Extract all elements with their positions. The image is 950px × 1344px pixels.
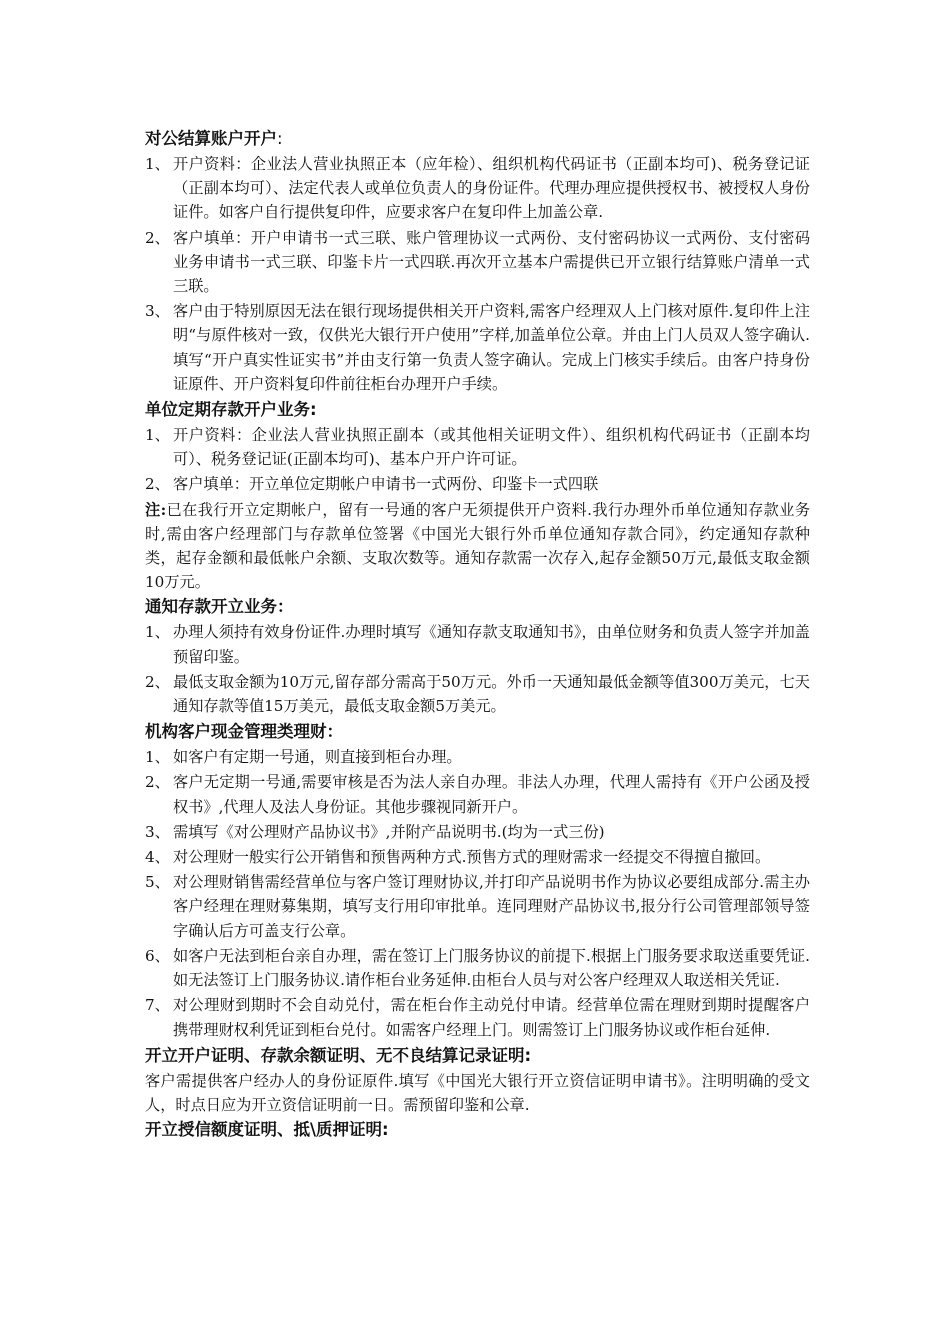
list-item-number: 3、 [145, 822, 170, 841]
note-text: 已在我行开立定期帐户，留有一号通的客户无须提供开户资料.我行办理外币单位通知存款业务时,需由客户经理部门与存款单位签署《中国光大银行外币单位通知存款合同》，约定通知存款种类，起存金额和最低帐户余额、支取次数等。通知存款需一次存入,起存金额50万元,最低支取金额10万元。 [145, 500, 811, 592]
list-item-number: 3、 [145, 302, 170, 321]
list-item-text: 客户由于特别原因无法在银行现场提供相关开户资料,需客户经理双人上门核对原件.复印件上注明“与原件核对一致，仅供光大银行开户使用”字样,加盖单位公章。并由上门人员双人签字确认.填写“开户真实性证实书”并由支行第一负责人签字确认。完成上门核实手续后。由客户持身份证原件、开户资料复印件前往柜台办理开户手续。 [173, 302, 810, 393]
list-item-text: 客户填单：开立单位定期帐户申请书一式两份、印鉴卡一式四联 [173, 475, 599, 494]
list-item-number: 6、 [145, 946, 170, 965]
section-heading-text: 对公结算账户开户 [145, 129, 277, 148]
list-item-text: 客户无定期一号通,需要审核是否为法人亲自办理。非法人办理，代理人需持有《开户公函及授权书》,代理人及法人身份证。其他步骤视同新开户。 [173, 773, 810, 816]
note-label: 注: [145, 500, 167, 519]
list-item-text: 开户资料：企业法人营业执照正本（应年检）、组织机构代码证书（正副本均可)、税务登记证（正副本均可）、法定代表人或单位负责人的身份证件。代理办理应提供授权书、被授权人身份证件。如客户自行提供复印件，应要求客户在复印件上加盖公章. [173, 155, 810, 222]
numbered-list [145, 423, 810, 497]
section-heading: 开立授信额度证明、抵\质押证明: [145, 1120, 389, 1140]
list-item-number: 1、 [145, 748, 170, 767]
section-credit-line-certificates [145, 1117, 810, 1143]
section-cash-management-wealth [145, 719, 810, 1041]
list-item-text: 如客户无法到柜台亲自办理，需在签订上门服务协议的前提下.根据上门服务要求取送重要凭证.如无法签订上门服务协议.请作柜台业务延伸.由柜台人员与对公客户经理双人取送相关凭证. [173, 946, 810, 990]
numbered-list [145, 152, 810, 396]
list-item [145, 770, 810, 818]
list-item-number: 2、 [145, 672, 170, 691]
list-item-number: 2、 [145, 475, 170, 494]
list-item [145, 620, 810, 668]
list-item-number: 4、 [145, 848, 170, 867]
list-item-text: 开户资料：企业法人营业执照正副本（或其他相关证明文件）、组织机构代码证书（正副本均可）、税务登记证(正副本均可)、基本户开户许可证。 [173, 426, 810, 469]
list-item-number: 7、 [145, 996, 170, 1015]
list-item-number: 5、 [145, 873, 170, 892]
section-heading-colon: : [277, 129, 283, 148]
list-item-number: 1、 [145, 155, 170, 173]
section-heading: 机构客户现金管理类理财： [145, 722, 343, 742]
list-item [145, 299, 810, 396]
list-item-text: 客户填单：开户申请书一式三联、账户管理协议一式两份、支付密码协议一式两份、支付密码业务申请书一式三联、印鉴卡片一式四联.再次开立基本户需提供已开立银行结算账户清单一式三联。 [173, 228, 810, 296]
section-account-certificates [145, 1043, 810, 1117]
list-item-text: 对公理财一般实行公开销售和预售两种方式.预售方式的理财需求一经提交不得擅自撤回。 [173, 848, 771, 867]
list-item-text: 如客户有定期一号通，则直接到柜台办理。 [173, 748, 462, 767]
list-item [145, 870, 810, 943]
list-item [145, 423, 810, 471]
list-item-number: 1、 [145, 623, 170, 642]
list-item [145, 820, 810, 844]
list-item-number: 2、 [145, 228, 170, 247]
list-item [145, 226, 810, 299]
numbered-list [145, 745, 810, 1041]
list-item [145, 944, 810, 992]
list-item-number: 1、 [145, 426, 170, 445]
list-item-text: 对公理财到期时不会自动兑付，需在柜台作主动兑付申请。经营单位需在理财到期时提醒客户携带理财权利凭证到柜台兑付。如需客户经理上门。则需签订上门服务协议或作柜台延伸. [173, 996, 810, 1039]
list-item [145, 745, 810, 769]
section-notice-deposit [145, 594, 810, 718]
section-heading: 单位定期存款开户业务: [145, 400, 317, 420]
note-paragraph [145, 498, 810, 595]
section-heading: 开立开户证明、存款余额证明、无不良结算记录证明: [145, 1045, 532, 1065]
numbered-list [145, 620, 810, 718]
list-item [145, 670, 810, 718]
list-item-text: 需填写《对公理财产品协议书》,并附产品说明书.(均为一式三份) [173, 822, 605, 841]
list-item-text: 最低支取金额为10万元,留存部分需高于50万元。外币一天通知最低金额等值300万美元，七天通知存款等值15万美元，最低支取金额5万美元。 [173, 672, 810, 716]
list-item-text: 办理人须持有效身份证件.办理时填写《通知存款支取通知书》，由单位财务和负责人签字并加盖预留印鉴。 [173, 623, 810, 666]
list-item [145, 472, 810, 496]
body-paragraph: 客户需提供客户经办人的身份证原件.填写《中国光大银行开立资信证明申请书》。注明明确的受文人，时点日应为开立资信证明前一日。需预留印鉴和公章. [145, 1071, 810, 1114]
list-item-number: 2、 [145, 773, 170, 792]
section-heading [145, 126, 810, 152]
section-heading: 通知存款开立业务： [145, 597, 294, 617]
list-item [145, 152, 810, 225]
section-corporate-settlement-account [145, 126, 810, 396]
list-item [145, 993, 810, 1041]
list-item-text: 对公理财销售需经营单位与客户签订理财协议,并打印产品说明书作为协议必要组成部分.需主办客户经理在理财募集期，填写支行用印审批单。连同理财产品协议书,报分行公司管理部领导签字确认后方可盖支行公章。 [173, 873, 810, 940]
list-item [145, 845, 810, 869]
section-unit-time-deposit [145, 397, 810, 594]
